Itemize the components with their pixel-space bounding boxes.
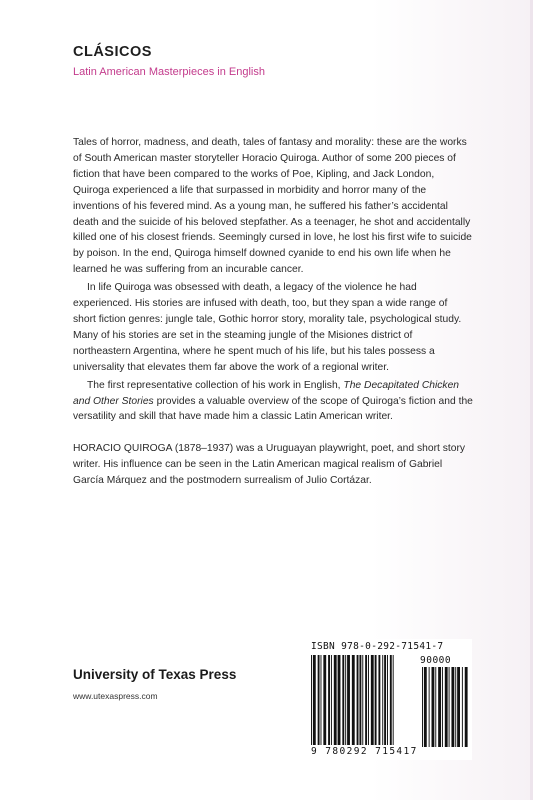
barcode-bar xyxy=(334,655,337,745)
barcode-number: 9 780292 715417 xyxy=(311,746,418,757)
barcode-bar xyxy=(387,655,388,745)
barcode-bar xyxy=(357,655,359,745)
barcode-bar xyxy=(422,667,423,747)
barcode-bar xyxy=(390,655,392,745)
barcode-bar xyxy=(384,655,386,745)
barcode-bar xyxy=(365,655,367,745)
barcode-bar xyxy=(362,655,363,745)
paragraph-3-tail: provides a valuable overview of the scope of Quiroga’s fiction and the versatility and skill that have made him a classic Latin American writer. xyxy=(73,395,473,423)
barcode-bar xyxy=(429,667,430,747)
barcode-bar xyxy=(442,667,443,747)
barcode-bar xyxy=(313,655,316,745)
barcode-bar xyxy=(368,655,369,745)
barcode-bar xyxy=(375,655,377,745)
description-text xyxy=(73,135,473,489)
barcode-bar xyxy=(331,655,332,745)
barcode-bar xyxy=(462,667,463,747)
barcode-bar xyxy=(323,655,326,745)
price-code-text: 90000 xyxy=(420,655,452,666)
barcode-bar xyxy=(438,667,441,747)
barcode-bar xyxy=(449,667,450,747)
addon-barcode xyxy=(420,667,468,747)
barcode-bar xyxy=(435,667,436,747)
barcode-bar xyxy=(457,667,460,747)
barcode-bar xyxy=(321,655,322,745)
barcode-bar xyxy=(432,667,435,747)
barcode-bar xyxy=(451,667,454,747)
barcode-bar xyxy=(328,655,330,745)
barcode-bar xyxy=(347,655,350,745)
barcode-bar xyxy=(371,655,374,745)
barcode-bar xyxy=(352,655,355,745)
barcode-bar xyxy=(445,667,448,747)
barcode-bar xyxy=(393,655,394,745)
description-paragraph-3 xyxy=(73,378,473,426)
barcode-bar xyxy=(455,667,456,747)
barcode-bar xyxy=(378,655,380,745)
publisher-url: www.utexaspress.com xyxy=(73,691,158,701)
author-bio: HORACIO QUIROGA (1878–1937) was a Uruguayan playwright, poet, and short story writer. His influence can be seen in the Latin American magical realism of Gabriel García Márquez and the postmodern surrealism of Julio Cortázar. xyxy=(73,443,466,487)
barcode-bar xyxy=(342,655,344,745)
barcode-bar xyxy=(338,655,341,745)
series-title: CLÁSICOS xyxy=(73,44,152,60)
publisher-name: University of Texas Press xyxy=(73,667,237,682)
barcode-bar xyxy=(465,667,468,747)
ean-barcode xyxy=(309,655,417,745)
barcode-bar xyxy=(311,655,312,745)
barcode-bar xyxy=(424,667,427,747)
paragraph-3-lead: The first representative collection of his work in English, xyxy=(87,379,344,391)
barcode-bar xyxy=(318,655,320,745)
barcode-bar xyxy=(345,655,346,745)
description-paragraph-2: In life Quiroga was obsessed with death, a legacy of the violence he had experienced. His stories are infused with death, too, but they span a wide range of short fiction genres: jungle tale, Gothic horror story, morality tale, psychological study. Many of his stories are set in the steaming jungle of the Misiones district of northeastern Argentina, where he spent much of his life, but his tales possess a universality that elevates them far above the work of a regional writer. xyxy=(73,282,462,373)
book-title: The Decapitated Chicken and Other Stories xyxy=(73,379,460,407)
isbn-text: ISBN 978-0-292-71541-7 xyxy=(311,641,444,652)
barcode-bar xyxy=(382,655,383,745)
description-paragraph-1: Tales of horror, madness, and death, tales of fantasy and morality: these are the works of South American master storyteller Horacio Quiroga. Author of some 200 pieces of fiction that have been compared to the works of Poe, Kipling, and Jack London, Quiroga experienced a life that surpassed in morbidity and horror many of the inventions of his fevered mind. As a young man, he suffered his father’s accidental death and the suicide of his beloved stepfather. As a teenager, he shot and accidentally killed one of his closest friends. Seemingly cursed in love, he lost his first wife to suicide by poison. In the end, Quiroga himself downed cyanide to end his own life when he learned he was suffering from an incurable cancer. xyxy=(73,137,472,276)
barcode-bar xyxy=(359,655,361,745)
series-subtitle: Latin American Masterpieces in English xyxy=(73,66,265,78)
